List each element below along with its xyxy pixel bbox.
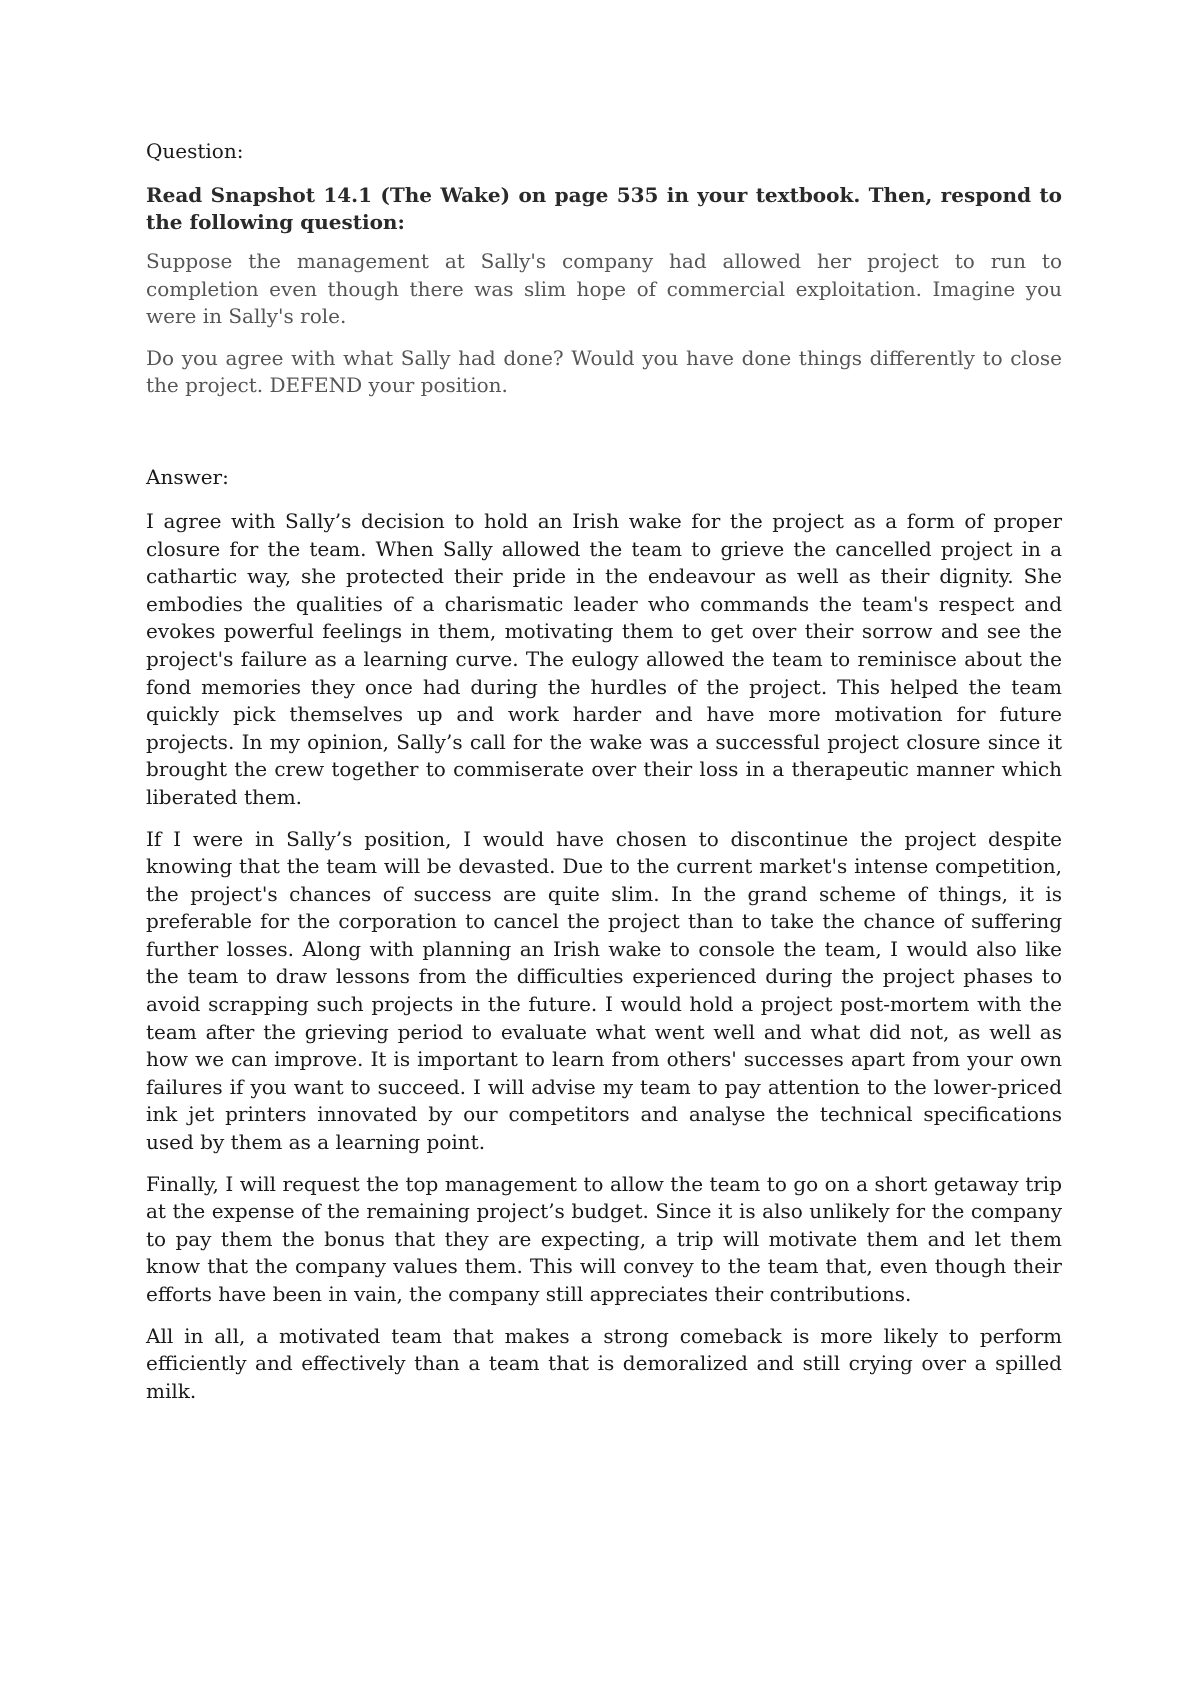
answer-section — [146, 464, 1062, 1405]
answer-paragraph: I agree with Sally’s decision to hold an Irish wake for the project as a form of proper closure for the team. When Sally allowed the team to grieve the cancelled project in a cathartic way, she protected their pride in the endeavour as well as their dignity. She embodies the qualities of a charismatic leader who commands the team's respect and evokes powerful feelings in them, motivating them to get over their sorrow and see the project's failure as a learning curve. The eulogy allowed the team to reminisce about the fond memories they once had during the hurdles of the project. This helped the team quickly pick themselves up and work harder and have more motivation for future projects. In my opinion, Sally’s call for the wake was a successful project closure since it brought the crew together to commiserate over their loss in a therapeutic manner which liberated them. — [146, 508, 1062, 809]
answer-label: Answer: — [146, 464, 229, 489]
question-section — [146, 138, 1062, 400]
question-paragraph: Do you agree with what Sally had done? Would you have done things differently to close the project. DEFEND your position. — [146, 345, 1062, 398]
question-label: Question: — [146, 139, 244, 163]
question-paragraph: Suppose the management at Sally's company had allowed her project to run to completion even though there was slim hope of commercial exploitation. Imagine you were in Sally's role. — [146, 249, 1062, 329]
answer-paragraph: If I were in Sally’s position, I would have chosen to discontinue the project despite knowing that the team will be devasted. Due to the current market's intense competition, the project's chances of success are quite slim. In the grand scheme of things, it is preferable for the corporation to cancel the project than to take the chance of suffering further losses. Along with planning an Irish wake to console the team, I would also like the team to draw lessons from the difficulties experienced during the project phases to avoid scrapping such projects in the future. I would hold a project post-mortem with the team after the grieving period to evaluate what went well and what did not, as well as how we can improve. It is important to learn from others' successes apart from your own failures if you want to succeed. I will advise my team to pay attention to the lower-priced ink jet printers innovated by our competitors and analyse the technical specifications used by them as a learning point. — [146, 826, 1062, 1155]
document-page — [146, 138, 1062, 1419]
answer-paragraph: Finally, I will request the top management to allow the team to go on a short getaway trip at the expense of the remaining project’s budget. Since it is also unlikely for the company to pay them the bonus that they are expecting, a trip will motivate them and let them know that the company values them. This will convey to the team that, even though their efforts have been in vain, the company still appreciates their contributions. — [146, 1171, 1062, 1306]
question-heading: Read Snapshot 14.1 (The Wake) on page 535 in your textbook. Then, respond to the following question: — [146, 183, 1062, 234]
answer-paragraph: All in all, a motivated team that makes a strong comeback is more likely to perform efficiently and effectively than a team that is demoralized and still crying over a spilled milk. — [146, 1323, 1062, 1403]
